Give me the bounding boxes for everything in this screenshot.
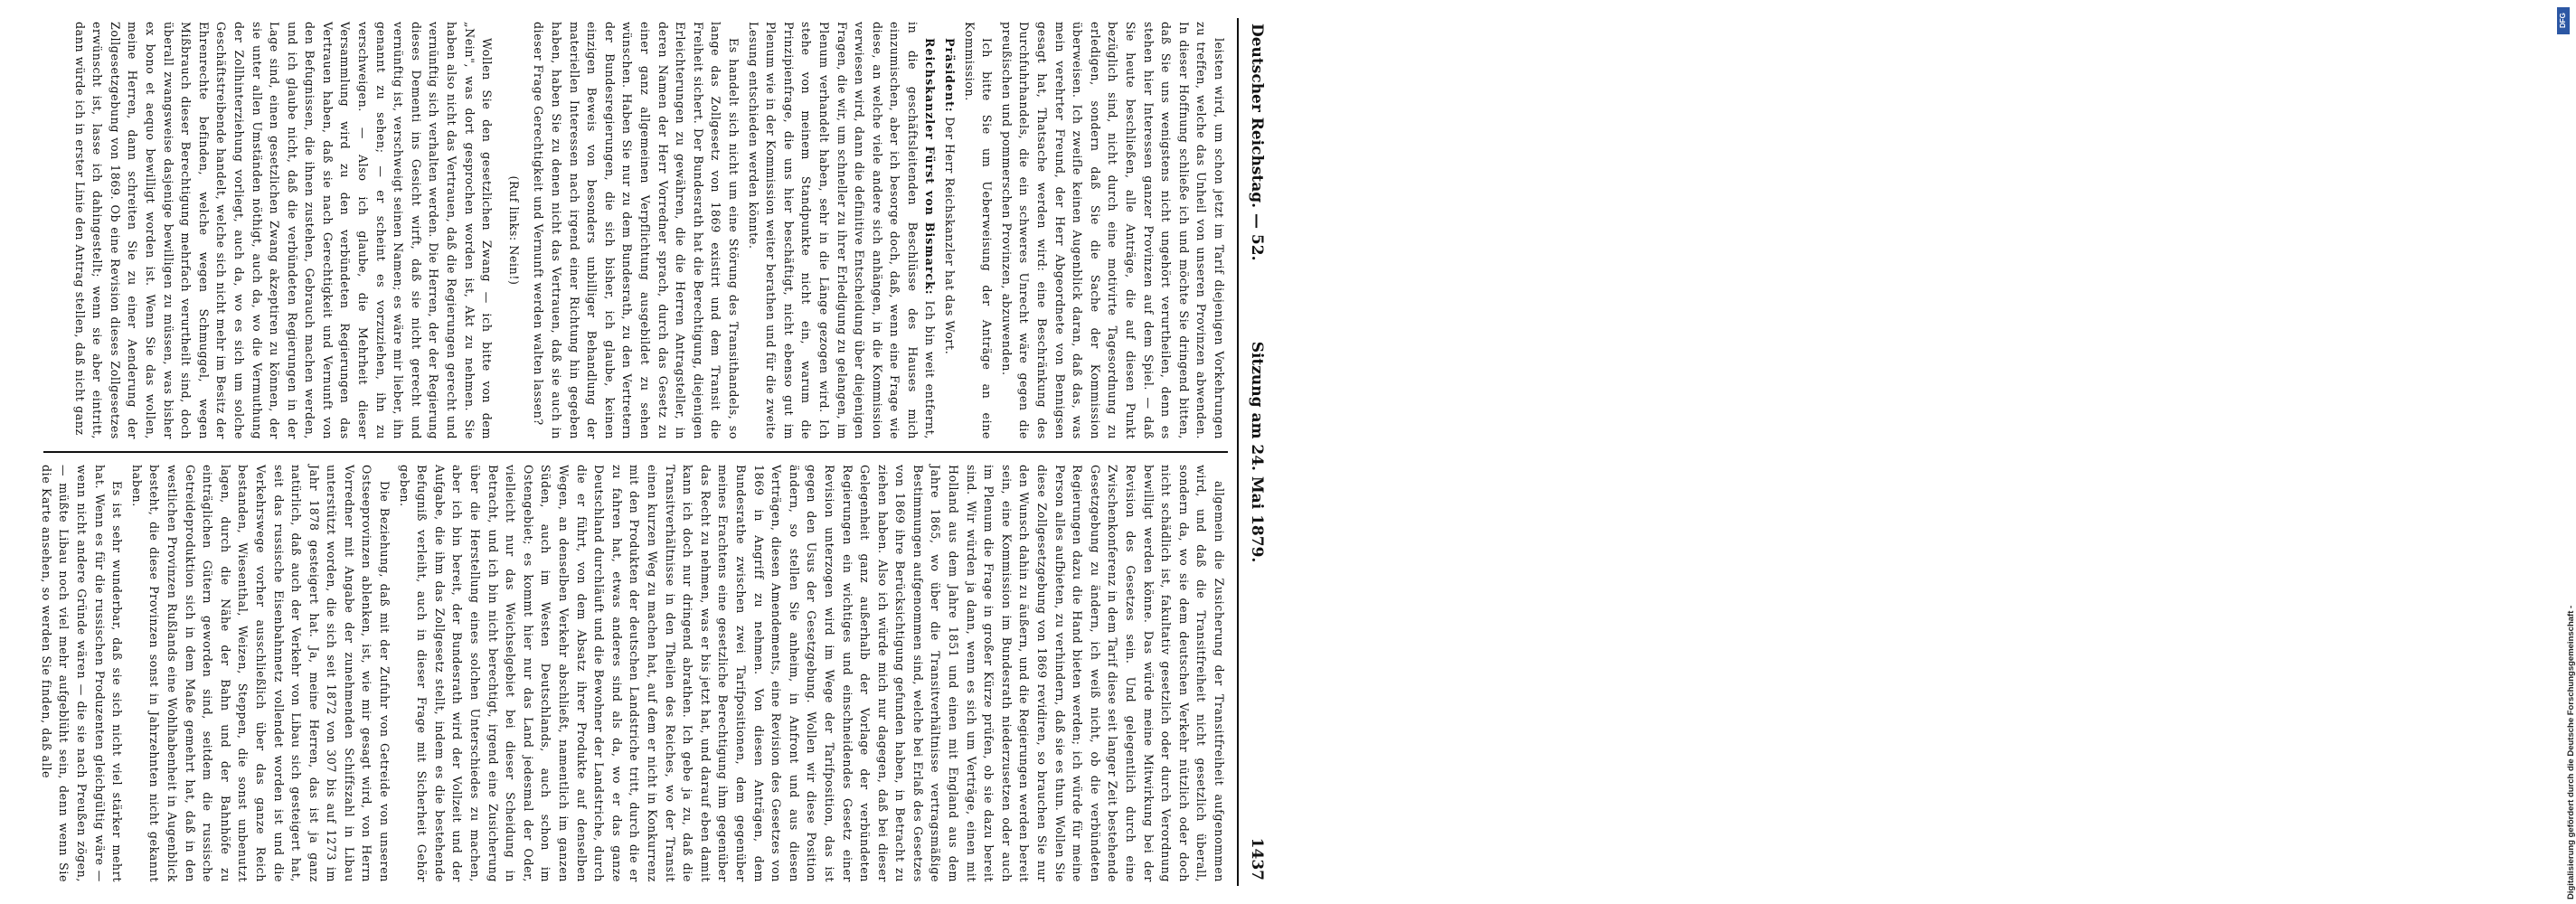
right-column bbox=[39, 465, 1228, 882]
header-publication: Deutscher Reichstag. — 52. bbox=[1248, 24, 1266, 261]
header-session-date: Sitzung am 24. Mai 1879. bbox=[1248, 341, 1266, 563]
paragraph: Die Beziehung, daß mit der Zufuhr von Getreide von unseren Ostseeprovinzen ablenken, ist, wie mir gesagt wird, von Herrn Vorredner mit Angabe der zunehmenden Schiffszahl in Libau unterstützt worden, die sich seit 1872 von 307 bis auf 1273 im Jahr 1878 gesteigert hat. Ja, meine Herren, das ist ja ganz natürlich, daß auch der Verkehr von Libau sich gesteigert hat, seit das russische Eisenbahnnetz vollendet worden ist und die Verkehrswege vorher ausschließlich über das ganze Reich bestanden, Wiesenthal, Weizen, Steppen, die sonst unbenutzt lagen, durch die Nähe der Bahn und der Bahnhöfe zu einträglichen Gütern geworden sind, seitdem die russische Getreideproduktion sich in dem Maße gemehrt hat, daß in den westlichen Provinzen Rußlands eine Wohlhabenheit in Augenblick besteht, die diese Provinzen sonst in Jahrzehnten nicht gekannt haben. bbox=[129, 465, 392, 882]
digitization-credit-text: Digitalisierung gefördert durch die Deutsche Forschungsgemeinschaft - bbox=[2566, 605, 2576, 899]
left-column bbox=[43, 22, 1228, 439]
paragraph: Wollen Sie den gesetzlichen Zwang — ich bitte von dem „Nein", was dort gesprochen worden ist, Akt zu nehmen. Sie haben also nicht das Vertrauen, daß die Regierungen gerecht und vernünftig sich verhalten werden. Die Herren, der der Regierung dieses Dementi ins Gesicht wirft, daß sie nicht gerecht und vernünftig ist, verschweigt seinen Namen; es wäre mir lieber, ihn genannt zu sehen; — er scheint es vorzuziehen, ihn zu verschweigen. — Also ich glaube, die Mehrheit dieser Versammlung wird zu den verbündeten Regierungen das Vertrauen haben, daß sie nach Gerechtigkeit und Vernunft von den Befugnissen, die ihnen zustehen, Gebrauch machen werden, und ich glaube nicht, daß die verbündeten Regierungen in der Lage sind, einen gesetzlichen Zwang akzeptiren zu können, der sie unter allen Umständen nöthigt, auch da, wo die Vermuthung der Zollhinterziehung vorliegt, auch da, wo es sich um solche Geschäftstreibende handelt, welche sich nicht mehr im Besitz der Ehrenrechte befinden, welche wegen Schmuggel, wegen Mißbrauch dieser Berechtigung mehrfach verurtheilt sind, doch überall zwangsweise dasjenige bewilligen zu müssen, was bisher ex bono et aequo bewilligt worden ist. Wenn Sie das wollen, meine Herren, dann schreiten Sie zu einer Aenderung der Zollgesetzgebung von 1869. Ob eine Revision dieses Zollgesetzes erwünscht ist, lasse ich dahingestellt; wenn sie aber eintritt, dann würde ich in erster Linie den Antrag stellen, daß nicht ganz bbox=[72, 22, 495, 439]
dfg-logo: DFG bbox=[2557, 7, 2570, 34]
header-page-number: 1437 bbox=[1248, 837, 1266, 880]
paragraph: Es handelt sich nicht um eine Störung des Transithandels, so lange das Zollgesetz von 1869 existirt und dem Transit die Freiheit sichert. Der Bundesrath hat die Berechtigung, diejenigen Erleichterungen zu gewähren, die die Herren Antragsteller, in deren Namen der Herr Vorredner sprach, durch das Gesetz zu einer ganz allgemeinen Verpflichtung ausgebildet zu sehen wünschen. Haben Sie nur zu dem Bundesrath, zu den Vertretern der Bundesregierungen, die sich bisher, ich glaube, keinen einzigen Beweis von besonders unbilliger Behandlung der materiellen Interessen nach irgend einer Richtung hin gegeben haben, haben Sie zu denen nicht das Vertrauen, daß sie auch in dieser Frage Gerechtigkeit und Vernunft werden walten lassen? bbox=[532, 22, 741, 439]
paragraph: Ich bitte Sie um Ueberweisung der Anträge an eine Kommission. bbox=[962, 22, 995, 439]
speech-text: Ich bin weit entfernt, in die geschäftsleitenden Beschlüsse des Hauses mich einzumischen, aber ich besorge doch, daß, wenn eine Frage wie diese, an welche viele andere sich anhängen, in die Kommission verwiesen wird, dann die definitive Entscheidung über diejenigen Fragen, die wir, um schneller zu ihrer Erledigung zu gelangen, im Plenum verhandelt haben, sehr in die Länge gezogen wird. Ich stehe von meinem Standpunkte nicht ein, warum die Prinzipienfrage, die uns hier beschäftigt, nicht ebenso gut im Plenum wie in der Kommission weiter berathen und für die zweite Lesung entschieden werden könnte. bbox=[746, 22, 938, 439]
speaker-label: Reichskanzler Fürst von Bismarck: bbox=[923, 38, 938, 296]
column-divider bbox=[43, 451, 1228, 453]
paragraph bbox=[941, 22, 959, 439]
speaker-label: Präsident: bbox=[943, 38, 958, 113]
paragraph: Es ist sehr wunderbar, daß sie sich nicht viel stärker mehrt hat. Wenn es für die russischen Produzenten gleichgültig wäre — wenn nicht andere Gründe wären — die sie nach Preußen zögen, — müßte Libau noch viel mehr aufgeblüht sein, denn wenn Sie die Karte ansehen, so werden Sie finden, daß alle bbox=[39, 465, 125, 882]
interjection: (Ruf links: Nein!) bbox=[506, 175, 521, 286]
text-columns bbox=[39, 22, 1228, 882]
paragraph bbox=[744, 22, 939, 439]
paragraph: leisten wird, um schon jetzt im Tarif diejenigen Vorkehrungen zu treffen, welche das Unheil von unseren Provinzen abwenden. In dieser Hoffnung schließe ich und möchte Sie dringend bitten, daß Sie uns wenigstens nicht ungehört verurtheilen, denn es stehen hier Interessen ganzer Provinzen auf dem Spiel. — daß Sie heute beschließen, alle Anträge, die auf diesen Punkt bezüglich sind, nicht durch eine motivirte Tagesordnung zu erledigen, sondern daß Sie die Sache der Kommission überweisen. Ich zweifle keinen Augenblick daran, daß das, was mein verehrter Freund, der Herr Abgeordnete von Bennigsen gesagt hat, Thatsache werden wird: eine Beschränkung des Durchfuhrhandels, die ein schweres Unrecht wäre gegen die preußischen und pommerschen Provinzen, abzuwenden. bbox=[999, 22, 1226, 439]
rotated-newspaper-page bbox=[27, 18, 1275, 886]
digitization-credit bbox=[1277, 0, 2576, 904]
running-header bbox=[1237, 18, 1275, 886]
speech-text: Der Herr Reichskanzler hat das Wort. bbox=[943, 117, 958, 355]
paragraph: allgemein die Zusicherung der Transitfreiheit aufgenommen wird, und daß die Transitfreiheit nicht gesetzlich überall, sondern da, wo sie dem deutschen Verkehr nützlich oder doch nicht schädlich ist, fakultativ gesetzlich oder durch Verordnung bewilligt werden könne. Das würde meine Mitwirkung bei der Revision des Gesetzes sein. Und gelegentlich durch eine Zwischenkonferenz in dem Tarif diese seit langer Zeit bestehende Gesetzgebung zu ändern, ich weiß nicht, ob die verbündeten Regierungen dazu die Hand bieten werden; ich würde für meine Person alles aufbieten, zu verhindern, daß sie es thun. Wollen Sie diese Zollgesetzgebung von 1869 revidiren, so brauchen Sie nur den Wunsch dahin zu äußern, und die Regierungen werden bereit sein, eine Kommission im Bundesrath niederzusetzen oder auch im Plenum die Frage in großer Kürze prüfen, ob sie dazu bereit sind. Wir würden ja dann, wenn es sich um Verträge, einen mit Holland aus dem Jahre 1851 und einen mit England aus dem Jahre 1865, wo über die Transitverhältnisse vertragsmäßige Bestimmungen aufgenommen sind, welche bei Erlaß des Gesetzes von 1869 ihre Berücksichtigung gefunden haben, in Betracht zu ziehen haben. Also ich würde mich nur dagegen, daß bei dieser Gelegenheit ganz außerhalb der Vorlage der verbündeten Regierungen ein wichtiges und einschneidendes Gesetz einer Revision unterzogen wird im Wege der Tarifposition, das ist gegen den Usus der Gesetzgebung. Wollen wir diese Position ändern, so stellen Sie anheim, in Anfront und aus diesen Verträgen, diesen Amendements, eine Revision des Gesetzes von 1869 in Angriff zu nehmen. Von diesen Anträgen, dem Bundesrathe zwischen zwei Tarifpositionen, dem gegenüber meines Erachtens eine gesetzliche Berechtigung ihm gegenüber das Recht zu nehmen, was er bis jetzt hat, und darauf eben damit kann ich doch nur dringend abrathen. Ich gebe ja zu, daß die Transitverhältnisse in den Theilen des Reiches, wo der Transit einen kurzen Weg zu machen hat, auf dem er nicht in Konkurrenz mit den Produkten der deutschen Landstriche tritt, durch die er zu fahren hat, etwas anderes sind als da, wo er das ganze Deutschland durchläuft und die Bewohner der Landstriche, durch die er führt, von dem Absatz ihrer Produkte auf denselben Wegen, an denselben Verkehr abschließt, namentlich im ganzen Süden, auch im Westen Deutschlands, auch schon im Ostengebiet; es kommt hier nur das Land jedesmal der Oder, vielleicht nur das Weichselgebiet bei dieser Scheidung in Betracht, und ich bin nicht berechtigt, irgend eine Zusicherung über die Herstellung eines solchen Unterschiedes zu machen, aber ich bin bereit, der Bundesrath wird der Vollzeit und der Aufgabe, die ihm das Zollgesetz stellt, indem es die bestehende Befugniß verleiht, auch in dieser Frage mit Sicherheit Gehör geben. bbox=[397, 465, 1226, 882]
